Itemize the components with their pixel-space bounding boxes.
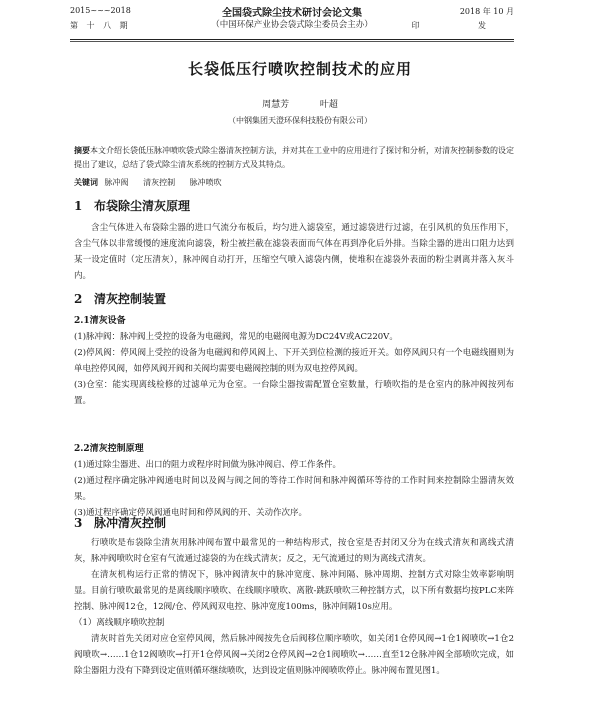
abstract-label: 摘要 [74,145,90,155]
subsection-2-2-body [74,457,514,521]
section-1-heading [74,197,190,214]
section-number: 2 [74,292,83,306]
subsection-2-1-heading: 2.1清灰设备 [74,316,126,326]
paragraph: 行喷吹是布袋除尘清灰用脉冲阀布置中最常见的一种结构形式，按仓室是否封闭又分为在线式清灰和离线式清灰，脉冲阀喷吹时仓室有气流通过滤袋的为在线式清灰；反之，无气流通过的则为离线式清灰。 [74,538,514,564]
abstract [74,143,514,172]
paragraph: 清灰时首先关闭对应仓室停风阀，然后脉冲阀按先仓后阀移位顺序喷吹，如关闭1仓停风阀→1仓1阀喷吹→1仓2阀喷吹→……1仓12阀喷吹→打开1仓停风阀→关闭2仓停风阀→2仓1阀喷吹→……直至12仓脉冲阀全部喷吹完成，如除尘器阻力没有下降到设定值则循环继续喷吹，达到设定值则脉冲阀喷吹停止。脉冲阀布置见图1。 [74,634,514,676]
keywords-label: 关键词 [74,177,98,187]
section-title: 布袋除尘清灰原理 [94,199,191,213]
abstract-text: 本文介绍长袋低压脉冲喷吹袋式除尘器清灰控制方法，并对其在工业中的应用进行了探讨和分析，对清灰控制参数的设定提出了建议，总结了袋式除尘清灰系统的控制方式及其特点。 [74,146,514,169]
header-issue: 第 十 八 期 [70,21,131,30]
section-number: 1 [74,199,83,213]
list-item: (3)通过程序确定停风阀通电时间和停风阀的开、关动作次序。 [74,508,308,518]
section-title: 清灰控制装置 [94,292,167,306]
section-3-heading [74,514,166,531]
keywords [74,177,514,188]
list-item: (2)停风阀：停风阀上受控的设备为电磁阀和停风阀上、下开关到位检测的接近开关。如停风阀只有一个电磁线圈则为单电控停风阀，如停风阀开阀和关阀均需要电磁阀控制的则为双电控停风阀。 [74,348,514,374]
running-header [70,4,514,42]
section-number: 3 [74,516,83,530]
header-proceedings-title: 全国袋式除尘技术研讨会论文集 [222,8,362,19]
header-print: 印 发 [411,21,514,30]
list-item: (1)通过除尘器进、出口的阻力或程序时间做为脉冲阀启、停工作条件。 [74,460,342,470]
section-3-body [74,535,514,679]
section-title: 脉冲清灰控制 [94,516,167,530]
paragraph: 在清灰机构运行正常的情况下，脉冲阀清灰中的脉冲宽度、脉冲间隔、脉冲周期、控制方式对除尘效率影响明显。目前行喷吹最常见的是离线顺序喷吹、在线顺序喷吹、离散-跳跃喷吹三种控制方式，以下所有数据均按PLC来阵控制、脉冲阀12仓，12阀/仓、停风阀双电控、脉冲宽度100ms，脉冲间隔10s应用。 [74,570,514,612]
list-item: (2)通过程序确定脉冲阀通电时间以及阀与阀之间的等待工作时间和脉冲阀循环等待的工作时间来控制除尘器清灰效果。 [74,476,514,502]
paragraph: 含尘气体进入布袋除尘器的进口气流分布板后，均匀进入滤袋室，通过滤袋进行过滤，在引风机的负压作用下，含尘气体以非常缓慢的速度流向滤袋，粉尘被拦截在滤袋表面而气体在再到净化后外排。当除尘器的进出口阻力达到某一设定值时（定压清灰），脉冲阀自动打开，压缩空气喷入滤袋内侧，使堆积在滤袋外表面的粉尘剥离并落入灰斗内。 [74,223,514,281]
paper-title: 长袋低压行喷吹控制技术的应用 [187,60,412,78]
section-1-body [74,220,514,284]
header-rule-thin [70,41,514,42]
list-item: (1)脉冲阀：脉冲阀上受控的设备为电磁阀，常见的电磁阀电源为DC24V或AC220V。 [74,332,398,342]
subsection-2-2-heading: 2.2清灰控制原理 [74,444,144,454]
header-date: 2018 年 10 月 [459,7,514,16]
subsection-2-1-body [74,329,514,409]
list-item: (3)仓室：能实现离线检修的过滤单元为仓室。一台除尘器按需配置仓室数量，行喷吹指的是仓室内的脉冲阀按列布置。 [74,380,514,406]
paper-authors: 周慧芳 叶超 [262,100,338,110]
keyword: 脉冲喷吹 [189,178,222,187]
keyword: 清灰控制 [143,178,176,187]
header-rule [70,39,514,40]
header-organizer: （中国环保产业协会袋式除尘委员会主办） [211,20,373,30]
section-2-heading [74,290,166,307]
subsection-3-1-heading: （1）离线顺序喷吹控制 [74,618,165,628]
keyword: 脉冲阀 [104,178,129,187]
paper-affiliation: （中钢集团天澄环保科技股份有限公司） [228,116,372,125]
header-years: 2015~~~2018 [70,6,131,15]
